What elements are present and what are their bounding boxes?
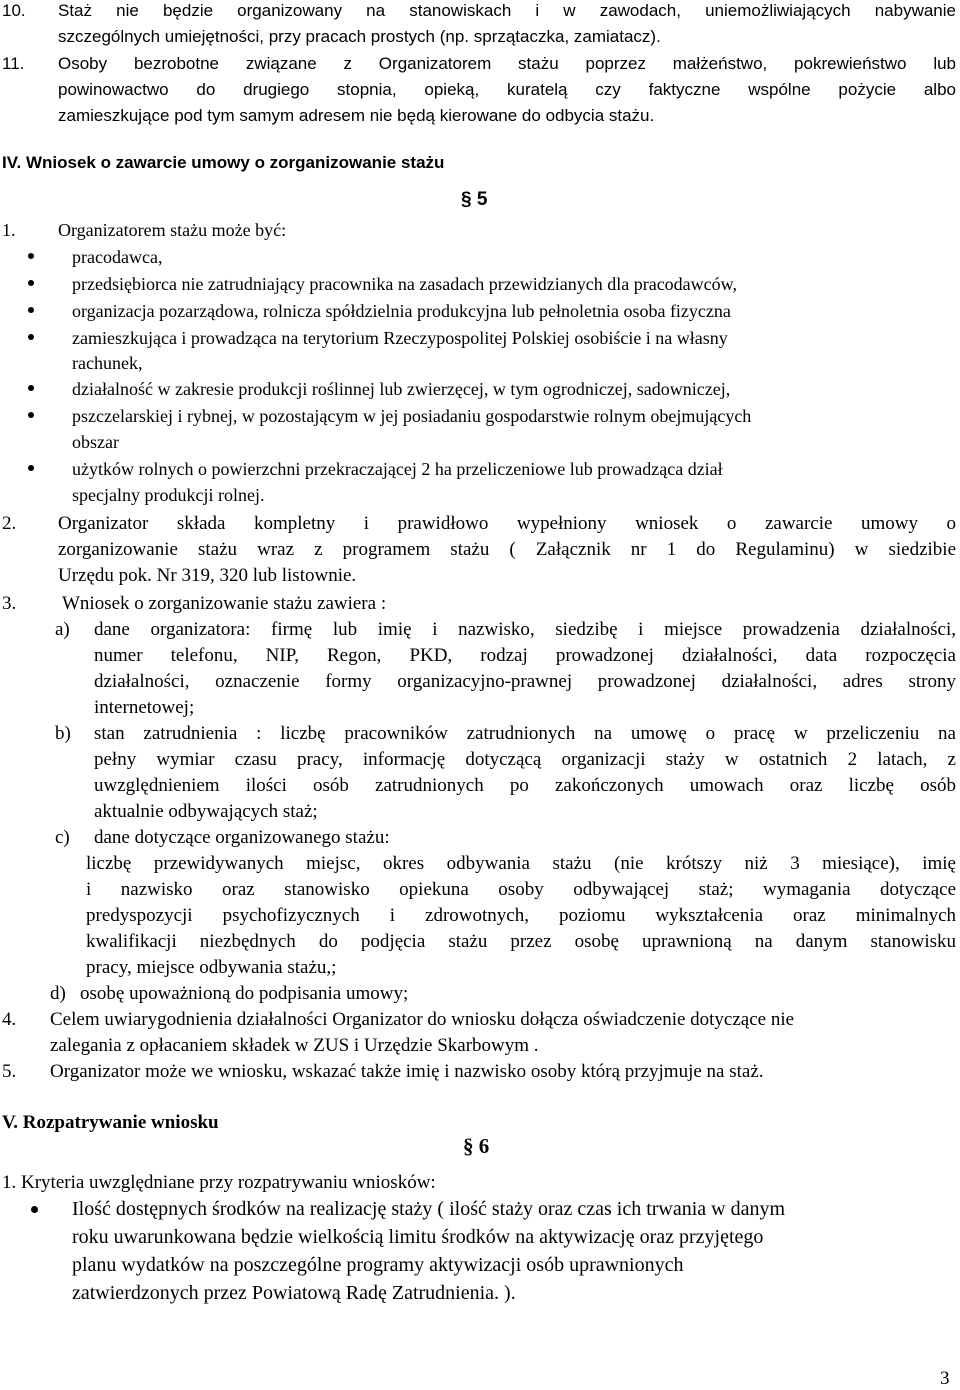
- item-b-line-3: uwzględnieniem ilości osób zatrudnionych po zakończonych umowach oraz liczbę osób: [94, 775, 956, 796]
- s4-p2-line-3: Urzędu pok. Nr 319, 320 lub listownie.: [58, 565, 357, 586]
- item-11-number: 11.: [2, 54, 25, 73]
- organizer-type-4-cont: rachunek,: [72, 353, 143, 373]
- section-iv-heading: IV. Wniosek o zawarcie umowy o zorganizowanie stażu: [2, 153, 445, 172]
- item-d-text: osobę upoważnioną do podpisania umowy;: [80, 983, 409, 1004]
- s4-p4-number: 4.: [2, 1009, 17, 1030]
- item-a-line-1: dane organizatora: firmę lub imię i nazwisko, siedzibę i miejsce prowadzenia działalności,: [94, 619, 956, 640]
- bullet-3: [28, 307, 34, 313]
- criteria-line-1: Ilość dostępnych środków na realizację staży ( ilość staży oraz czas ich trwania w danym: [72, 1198, 786, 1220]
- item-c-line-4: kwalifikacji niezbędnych do podjęcia stażu przez osobę uprawnioną na danym stanowisku: [86, 931, 956, 952]
- criteria-line-3: planu wydatków na poszczególne programy aktywizacji osób uprawnionych: [72, 1254, 684, 1276]
- s4-p2-line-2: zorganizowanie stażu wraz z programem stażu ( Załącznik nr 1 do Regulaminu) w siedzibie: [58, 539, 956, 560]
- organizer-type-1: pracodawca,: [72, 247, 163, 267]
- bullet-7: [28, 465, 34, 471]
- bullet-2: [28, 280, 34, 286]
- item-a-line-2: numer telefonu, NIP, Regon, PKD, rodzaj prowadzonej działalności, data rozpoczęcia: [94, 645, 956, 666]
- paragraph-6-symbol: § 6: [463, 1134, 490, 1158]
- organizer-type-3: organizacja pozarządowa, rolnicza spółdzielnia produkcyjna lub pełnoletnia osoba fizyczna: [72, 301, 731, 321]
- section-v-heading: V. Rozpatrywanie wniosku: [2, 1112, 219, 1133]
- item-d-label: d): [50, 983, 66, 1004]
- s4-p4-line-1: Celem uwiarygodnienia działalności Organizator do wniosku dołącza oświadczenie dotyczące nie: [50, 1009, 795, 1030]
- organizer-type-7: użytków rolnych o powierzchni przekraczającej 2 ha przeliczeniowe lub prowadząca dział: [72, 459, 723, 479]
- bullet-1: [28, 253, 34, 259]
- bullet-5: [28, 385, 34, 391]
- item-c-line-5: pracy, miejsce odbywania stażu,;: [86, 957, 337, 978]
- s4-p3-intro: Wniosek o zorganizowanie stażu zawiera :: [62, 593, 387, 614]
- s5-p1: 1. Kryteria uwzględniane przy rozpatrywaniu wniosków:: [2, 1172, 436, 1193]
- bullet-4: [28, 334, 34, 340]
- item-11-line-1: Osoby bezrobotne związane z Organizatorem stażu poprzez małżeństwo, pokrewieństwo lub: [58, 54, 956, 73]
- s4-p3-number: 3.: [2, 593, 17, 614]
- item-11-line-2: powinowactwo do drugiego stopnia, opieką, kuratelą czy faktyczne wspólne pożycie albo: [58, 80, 956, 99]
- item-10-line-1: Staż nie będzie organizowany na stanowiskach i w zawodach, uniemożliwiających nabywanie: [58, 1, 956, 20]
- item-b-line-1: stan zatrudnienia : liczbę pracowników zatrudnionych na umowę o pracę w przeliczeniu na: [94, 723, 956, 744]
- item-c-line-2: i nazwisko oraz stanowisko opiekuna osoby odbywającej staż; wymagania dotyczące: [86, 879, 956, 900]
- item-a-line-3: działalności, oznaczenie formy organizacyjno-prawnej prowadzonej działalności, adres strony: [94, 671, 956, 692]
- paragraph-5-symbol: § 5: [461, 189, 488, 210]
- item-b-line-4: aktualnie odbywających staż;: [94, 801, 318, 822]
- s4-p4-line-2: zalegania z opłacaniem składek w ZUS i Urzędzie Skarbowym .: [50, 1035, 539, 1056]
- organizer-type-6: pszczelarskiej i rybnej, w pozostającym w jej posiadaniu gospodarstwie rolnym obejmujących: [72, 406, 752, 426]
- page-number: 3: [940, 1368, 950, 1389]
- organizer-type-2: przedsiębiorca nie zatrudniający pracownika na zasadach przewidzianych dla pracodawców,: [72, 274, 737, 294]
- item-a-label: a): [55, 619, 70, 640]
- item-c-label: c): [55, 827, 70, 848]
- s4-p5-number: 5.: [2, 1061, 17, 1082]
- organizer-type-4: zamieszkująca i prowadząca na terytorium Rzeczypospolitej Polskiej osobiście i na własny: [72, 328, 728, 348]
- criteria-line-2: roku uwarunkowana będzie wielkością limitu środków na aktywizację oraz przyjętego: [72, 1226, 764, 1248]
- criteria-line-4: zatwierdzonych przez Powiatową Radę Zatrudnienia. ).: [72, 1282, 516, 1304]
- s4-p2-line-1: Organizator składa kompletny i prawidłowo wypełniony wniosek o zawarcie umowy o: [58, 513, 956, 534]
- s4-p1-number: 1.: [2, 220, 16, 240]
- item-a-line-4: internetowej;: [94, 697, 195, 718]
- item-c-line-1: liczbę przewidywanych miejsc, okres odbywania stażu (nie krótszy niż 3 miesiące), imię: [86, 853, 956, 874]
- item-10-number: 10.: [2, 1, 26, 20]
- item-10-line-2: szczególnych umiejętności, przy pracach prostych (np. sprzątaczka, zamiatacz).: [58, 27, 661, 46]
- s4-p1-intro: Organizatorem stażu może być:: [58, 220, 287, 240]
- s4-p5-text: Organizator może we wniosku, wskazać także imię i nazwisko osoby którą przyjmuje na staż.: [50, 1061, 764, 1082]
- item-b-line-2: pełny wymiar czasu pracy, informację dotyczącą organizacji staży w ostatnich 2 latach, z: [94, 749, 956, 770]
- item-b-label: b): [55, 723, 71, 744]
- s4-p2-number: 2.: [2, 513, 17, 534]
- item-11-line-3: zamieszkujące pod tym samym adresem nie będą kierowane do odbycia stażu.: [58, 106, 655, 125]
- organizer-type-5: działalność w zakresie produkcji roślinnej lub zwierzęcej, w tym ogrodniczej, sadowniczej,: [72, 379, 731, 399]
- criteria-bullet: [31, 1206, 38, 1213]
- organizer-type-6-cont: obszar: [72, 432, 119, 452]
- organizer-type-7-cont: specjalny produkcji rolnej.: [72, 485, 265, 505]
- item-c-line-3: predyspozycji psychofizycznych i zdrowotnych, poziomu wykształcenia oraz minimalnych: [86, 905, 956, 926]
- bullet-6: [28, 412, 34, 418]
- item-c-intro: dane dotyczące organizowanego stażu:: [94, 827, 390, 848]
